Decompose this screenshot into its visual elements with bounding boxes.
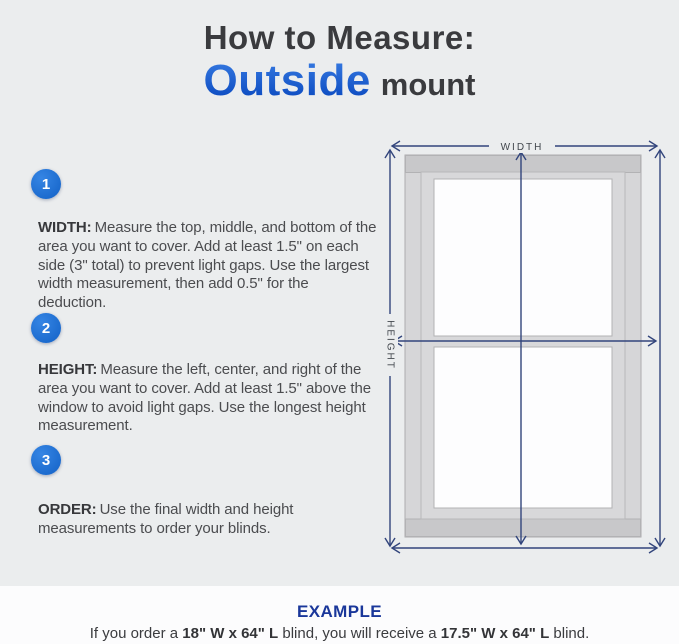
example-seg-1: If you order a xyxy=(89,625,183,642)
example-ordered-size: 18" W x 64" L xyxy=(182,625,279,642)
step-1-text xyxy=(38,219,380,313)
step-3-text xyxy=(38,501,380,539)
page-subtitle xyxy=(0,58,679,104)
height-label: HEIGHT xyxy=(384,320,396,370)
width-label: WIDTH xyxy=(500,142,544,153)
mount-word: mount xyxy=(380,67,476,103)
step-3-badge: 3 xyxy=(31,445,61,475)
window-head-trim xyxy=(406,156,641,173)
window-pane-top xyxy=(434,179,612,336)
mount-type-highlight: Outside xyxy=(203,56,371,106)
example-seg-3: blind, you will receive a xyxy=(278,625,441,642)
step-2-keyword: HEIGHT: xyxy=(38,361,98,378)
step-3-keyword: ORDER: xyxy=(38,501,97,518)
window-pane-bottom xyxy=(434,347,612,508)
step-3-body: Use the final width and height measurements to order your blinds. xyxy=(38,501,294,537)
title-block xyxy=(0,20,679,104)
step-1-keyword: WIDTH: xyxy=(38,219,92,236)
right-height-arrow xyxy=(655,150,665,546)
example-received-size: 17.5" W x 64" L xyxy=(440,625,550,642)
window-measure-diagram xyxy=(375,130,675,570)
example-section xyxy=(0,586,679,644)
bottom-width-arrow xyxy=(392,543,657,553)
window-sill xyxy=(406,519,641,537)
example-heading: EXAMPLE xyxy=(297,602,382,621)
example-sentence xyxy=(0,625,679,642)
page-title: How to Measure: xyxy=(203,19,476,56)
step-1-badge: 1 xyxy=(31,169,61,199)
step-1-body: Measure the top, middle, and bottom of the area you want to cover. Add at least 1.5" on each side (3" total) to prevent light gaps. Use the largest width measurement, then add 0.5" for the deduction. xyxy=(38,219,377,312)
window-illustration xyxy=(405,155,641,537)
step-2-text xyxy=(38,361,380,436)
step-2-badge: 2 xyxy=(31,313,61,343)
example-seg-5: blind. xyxy=(549,625,590,642)
step-2-body: Measure the left, center, and right of the area you want to cover. Add at least 1.5" above the window to avoid light gaps. Use the longest height measurement. xyxy=(38,361,371,435)
